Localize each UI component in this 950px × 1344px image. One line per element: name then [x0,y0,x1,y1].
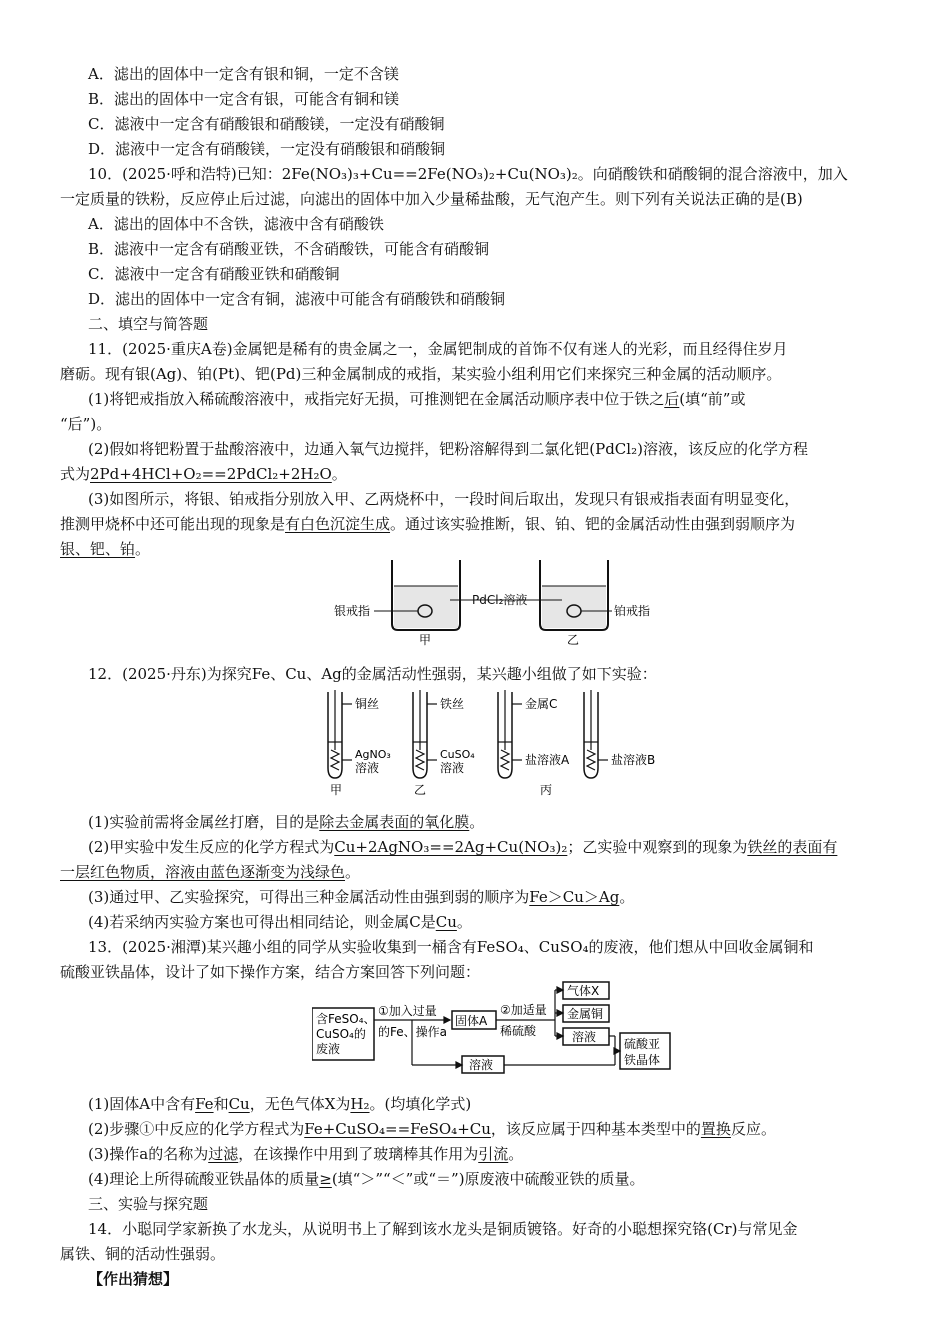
flow-solution-lower: 溶液 [469,1058,494,1072]
q9-option-a: A．滤出的固体中一定含有银和铜，一定不含镁 [88,65,399,83]
label-metal-c: 金属C [525,697,558,711]
flow-waste-line1: 含FeSO₄、 [316,1012,376,1026]
q12-part3-tail: 。 [619,888,635,906]
q11-part1-tail: (填“前”或 [679,390,746,408]
q12-part2-answer1: Cu+2AgNO₃==2Ag+Cu(NO₃)₂ [334,838,568,856]
section-2-heading: 二、填空与简答题 [88,315,209,333]
label-platinum-ring: 铂戒指 [614,604,650,618]
flow-solid-a: 固体A [455,1014,488,1028]
q11-part3-tail: 。 [135,540,151,558]
q13-part2 [88,1119,924,1139]
q12-stem: 12．(2025·丹东)为探究Fe、Cu、Ag的金属活动性强弱，某兴趣小组做了如下实验： [88,665,657,683]
q13-part4-tail: (填“＞”“＜”或“＝”)原废液中硫酸亚铁的质量。 [331,1170,645,1188]
label-silver-ring: 银戒指 [334,604,371,618]
flow-step1-line2: 的Fe、操作a [378,1025,447,1039]
flow-gas-x: 气体X [567,984,600,998]
q11-stem-line2: 磨砺。现有银(Ag)、铂(Pt)、钯(Pd)三种金属制成的戒指，某实验小组利用它们来探究三种金属的活动顺序。 [60,365,782,383]
q10-option-a: A．滤出的固体中不含铁，滤液中含有硝酸铁 [88,215,384,233]
q13-part4-answer: ≥ [319,1170,332,1188]
q11-part1-answer: 后 [664,390,680,408]
label-tube-yi: 乙 [414,783,427,797]
section-3-heading: 三、实验与探究题 [88,1195,209,1213]
q10-stem-line1: 10．(2025·呼和浩特)已知：2Fe(NO₃)₃+Cu==2Fe(NO₃)₂+Cu(NO₃)₂。向硝酸铁和硝酸铜的混合溶液中，加入 [88,165,848,183]
q13-part2-answer1: Fe+CuSO₄==FeSO₄+Cu [304,1120,491,1138]
q13-part3 [88,1144,924,1164]
q12-part4-answer: Cu [435,913,457,931]
q13-part3-answer1: 过滤 [208,1145,239,1163]
q12-part3 [88,887,924,907]
flow-metal-copper: 金属铜 [567,1007,604,1021]
q11-stem-line1: 11．(2025·重庆A卷)金属钯是稀有的贵金属之一，金属钯制成的首饰不仅有迷人的光彩，而且经得住岁月 [88,340,788,358]
q12-part2-text: (2)甲实验中发生反应的化学方程式为 [88,838,335,856]
q9-option-b: B．滤出的固体中一定含有银，可能含有铜和镁 [88,90,400,108]
q11-part3-cont [60,514,896,534]
q13-part3-answer2: 引流 [478,1145,509,1163]
q12-part2-text2: ；乙实验中观察到的现象为 [567,838,748,856]
q14-heading: 【作出猜想】 [88,1270,179,1288]
q13-part1-answer2: Cu [228,1095,250,1113]
q13-part2-text2: ，该反应属于四种基本类型中的 [490,1120,701,1138]
flow-product-line2: 铁晶体 [624,1053,661,1067]
q13-part3-text2: ，在该操作中用到了玻璃棒其作用为 [238,1145,479,1163]
q11-part2-tail: 。 [331,465,347,483]
q13-part1 [88,1094,924,1114]
q13-part1-text2: ，无色气体X为 [249,1095,351,1113]
label-cuso4-solution: 溶液 [440,761,465,775]
q12-part3-answer: Fe＞Cu＞Ag [529,888,620,906]
q11-part1 [88,389,924,409]
flow-product-line1: 硫酸亚 [624,1037,661,1051]
q13-part3-text: (3)操作a的名称为 [88,1145,209,1163]
q11-part1-text: (1)将钯戒指放入稀硫酸溶液中，戒指完好无损，可推测钯在金属活动顺序表中位于铁之 [88,390,665,408]
q11-part2: (2)假如将钯粉置于盐酸溶液中，边通入氧气边搅拌，钯粉溶解得到二氯化钯(PdCl₂)溶液，该反应的化学方程 [88,440,808,458]
label-cup-yi: 乙 [567,633,580,646]
q12-part1-tail: 。 [469,813,485,831]
q13-flow-diagram [312,980,672,1082]
q12-part2-tail: 。 [345,863,361,881]
q12-part1-answer: 除去金属表面的氧化膜 [319,813,470,831]
label-tube-bing: 丙 [540,783,553,797]
q13-part2-answer2: 置换 [700,1120,731,1138]
label-agno3-solution: 溶液 [355,761,380,775]
label-salt-solution-b: 盐溶液B [611,753,656,767]
q11-beaker-figure [330,556,650,646]
q13-part2-text: (2)步骤①中反应的化学方程式为 [88,1120,305,1138]
q11-part3-answer1: 有白色沉淀生成 [285,515,391,533]
q13-part4 [88,1169,924,1189]
label-salt-solution-a: 盐溶液A [525,753,570,767]
q13-stem-line2: 硫酸亚铁晶体，设计了如下操作方案，结合方案回答下列问题： [60,963,481,981]
q11-part1-cont: “后”)。 [60,415,112,433]
beaker-yi [540,560,608,630]
label-pdcl2-solution: PdCl₂溶液 [472,593,528,607]
q11-part3: (3)如图所示，将银、铂戒指分别放入甲、乙两烧杯中，一段时间后取出，发现只有银戒指表面有明显变化， [88,490,800,508]
q12-part1-text: (1)实验前需将金属丝打磨，目的是 [88,813,320,831]
label-cup-jia: 甲 [419,633,432,646]
q12-part2 [88,837,924,857]
q10-option-b: B．滤液中一定含有硝酸亚铁，不含硝酸铁，可能含有硝酸铜 [88,240,490,258]
q10-option-c: C．滤液中一定含有硝酸亚铁和硝酸铜 [88,265,340,283]
q9-option-d: D．滤液中一定含有硝酸镁，一定没有硝酸银和硝酸铜 [88,140,446,158]
q12-part4-text: (4)若采纳丙实验方案也可得出相同结论，则金属C是 [88,913,436,931]
label-agno3: AgNO₃ [355,748,391,761]
q12-part2-cont [60,862,896,882]
q13-part1-tail: 。(均填化学式) [369,1095,472,1113]
flow-step2-line2: 稀硫酸 [500,1024,537,1038]
flow-step1-line1: ①加入过量 [378,1004,437,1018]
q14-stem-line2: 属铁、铜的活动性强弱。 [60,1245,226,1263]
q11-part2-text: 式为 [60,465,91,483]
flow-waste-line3: 废液 [316,1042,341,1056]
q11-part2-answer: 2Pd+4HCl+O₂==2PdCl₂+2H₂O [90,465,332,483]
q11-part2-cont [60,464,896,484]
q10-option-d: D．滤出的固体中一定含有铜，滤液中可能含有硝酸铁和硝酸铜 [88,290,506,308]
q12-test-tube-figure [318,690,698,800]
q9-option-c: C．滤液中一定含有硝酸银和硝酸镁，一定没有硝酸铜 [88,115,445,133]
q12-part4 [88,912,924,932]
q13-part3-tail: 。 [508,1145,524,1163]
label-tube-jia: 甲 [330,783,343,797]
q13-part1-and: 和 [213,1095,229,1113]
q13-part4-text: (4)理论上所得硫酸亚铁晶体的质量 [88,1170,320,1188]
q14-stem-line1: 14．小聪同学家新换了水龙头，从说明书上了解到该水龙头是铜质镀铬。好奇的小聪想探究铬(Cr)与常见金 [88,1220,798,1238]
flow-step2-line1: ②加适量 [500,1003,547,1017]
q12-part4-tail: 。 [456,913,472,931]
label-iron-wire: 铁丝 [440,697,465,711]
flow-solution-upper: 溶液 [572,1030,597,1044]
q11-part3-text: 推测甲烧杯中还可能出现的现象是 [60,515,286,533]
q13-part1-answer1: Fe [195,1095,214,1113]
q13-part1-text: (1)固体A中含有 [88,1095,196,1113]
beaker-jia [392,560,460,630]
q11-part3-text2: 。通过该实验推断，银、铂、钯的金属活动性由强到弱顺序为 [390,515,796,533]
q13-part1-answer3: H₂ [350,1095,370,1113]
q12-part2-answer2-cont: 一层红色物质，溶液由蓝色逐渐变为浅绿色 [60,863,346,881]
q12-part1 [88,812,924,832]
label-copper-wire: 铜丝 [355,697,380,711]
q12-part3-text: (3)通过甲、乙实验探究，可得出三种金属活动性由强到弱的顺序为 [88,888,530,906]
flow-waste-line2: CuSO₄的 [316,1027,366,1041]
q13-stem-line1: 13．(2025·湘潭)某兴趣小组的同学从实验收集到一桶含有FeSO₄、CuSO₄的废液，他们想从中回收金属铜和 [88,938,814,956]
label-cuso4: CuSO₄ [440,748,475,761]
q11-part3-answer2: 银、钯、铂 [60,540,136,558]
q13-part2-tail: 反应。 [730,1120,776,1138]
q10-stem-line2: 一定质量的铁粉，反应停止后过滤，向滤出的固体中加入少量稀盐酸，无气泡产生。则下列有关说法正确的是(B) [60,190,803,208]
q12-part2-answer2: 铁丝的表面有 [747,838,838,856]
